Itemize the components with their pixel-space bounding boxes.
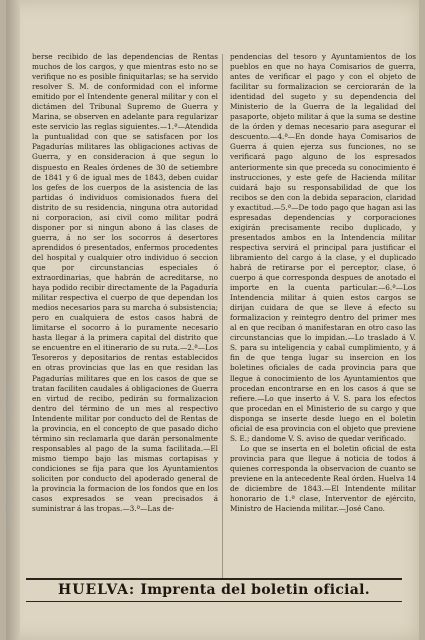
- footer-top-rule: [26, 578, 402, 580]
- column-divider: [222, 54, 223, 578]
- imprint-city: HUELVA:: [58, 582, 136, 598]
- publication-note-paragraph: Lo que se inserta en el boletin oficial de esta provincia para que llegue á noticia de todos á quienes corresponda la observacion de cuanto se previene en la antecedente Real órden. Huelva 14 de diciembre de 1843.—El Intendente militar honorario de 1.ª clase, Interventor de ejército, Ministro de Hacienda militar.—José Cano.: [230, 443, 416, 514]
- left-text-column: [32, 52, 218, 514]
- archive-watermark: PORTUS MARIS ET TERRAE CUSTODIA: [7, 380, 14, 524]
- page-binding-edge: [6, 0, 20, 640]
- imprint-text: Imprenta del boletin oficial.: [140, 582, 370, 598]
- document-page: [6, 0, 419, 640]
- right-column-paragraph: pendencias del tesoro y Ayuntamientos de los pueblos en que no haya Comisarios de guerra, antes de verificar el pago y con el objeto de facilitar su formalizacion se cerciorarán de la identidad del sugeto y su dependencia del Ministerio de la Guerra de la legalidad del pasaporte, objeto militar á que la suma se destine de la órden y demas necesario para asegurar el descuento.—4.ª—En donde haya Comisarios de Guerra á quien ejerza sus funciones, no se verificará pago alguno de los espresados anteriormente sin que preceda su conocimiento é instrucciones, y este gefe de Hacienda militar cuidará bajo su responsabilidad de que los recibos se den con la debida separacion, claridad y exactitud.—5.ª—De todo pago que hagan asi las espresadas dependencias y corporaciones exigirán precisamente recibo duplicado, y presentados ambos en la Intendencia militar respectiva servirá el principal para justificar el libramiento del cargo á la clase, y el duplicado habrá de retirarse por el perceptor, clase, ó cuerpo á que corresponda despues de anotado el importe en la cuenta particular.—6.ª—Los Intendencia militar á quien estos cargos se dirijan cuidara de que se lleve á efecto su formalizacion y reintegro dentro del primer mes al en que reciban ó manifestaran en otro caso las circunstancias que lo impidan.—Lo traslado á V. S. para su inteligencia y cabal cumplimiento, y á fin de que tenga lugar su insercion en los boletines oficiales de cada provincia para que llegue á conocimiento de los Ayuntamientos que procedan encontrarse en en los casos á que se refiere.—Lo que inserto á V. S. para los efectos que procedan en el Ministerio de su cargo y que disponga se inserte desde luego en el boletin oficial de esa provincia con el objeto que previene S. E.; dandome V. S. aviso de quedar verificado.: [230, 52, 416, 443]
- left-column-paragraph: berse recibido de las dependencias de Rentas muchos de los cargos, y que mientras esto no se verifique no es posible finiquitarlas; se ha servido resolver S. M. de conformidad con el informe emitido por el Intendente general militar y con el dictámen del Tribunal Supremo de Guerra y Marina, se observen en adelante para regularizar este servicio las reglas siguientes.—1.ª—Atendida la puntualidad con que se satisfacen por los Pagadurías militares las obligaciones activas de Guerra, y en consideracion á que segun lo dispuesto en Reales órdenes de 30 de setiembre de 1841 y 6 de igual mes de 1843, deben cuidar los gefes de los cuerpos de la asistencia de las partidas ó individuos comisionados fuera del distrito de su residencia, ninguna otra autoridad ni corporacion, asi civil como militar podrá disponer por si ningun abono á las clases de guerra, á no ser los socorros á desertores aprendidos ó presentados, enfermos procedentes del hospital y cualquier otro individuo ó seccion que por circunstancias especiales ó extraordinarias, que habrán de acreditarse, no haya podido recibir directamente de la Pagaduría militar respectiva el cuerpo de que dependan los medios necesarios para su marcha ó subsistencia; pero en cualquiera de estos casos habrá de limitarse el socorro á lo puramente necesario hasta llegar á la primera capital del distrito que se encuentre en el itinerario de su ruta.—2.ª—Los Tesoreros y depositarios de rentas establecidos en otras provincias que las en que residan las Pagadurías militares que en los casos de que se tratan faciliten caudales á obligaciones de Guerra en virtud de recibo, pedirán su formalizacion dentro del término de un mes al respectivo Intendente militar por conducto del de Rentas de la provincia, en el concepto de que pasado dicho término sin reclamarla que darán personalmente responsables al pago de la suma facilitada.—El mismo tiempo bajo las mismas cortapisas y condiciones se fija para que los Ayuntamientos soliciten por conducto del apoderado general de la provincia la formacion de los fondos que en los casos expresados se vean precisados á suministrar á las tropas.—3.ª—Las de-: [32, 52, 218, 514]
- imprint-line: [26, 582, 402, 598]
- right-text-column: [230, 52, 416, 514]
- footer-bottom-rule: [26, 601, 402, 602]
